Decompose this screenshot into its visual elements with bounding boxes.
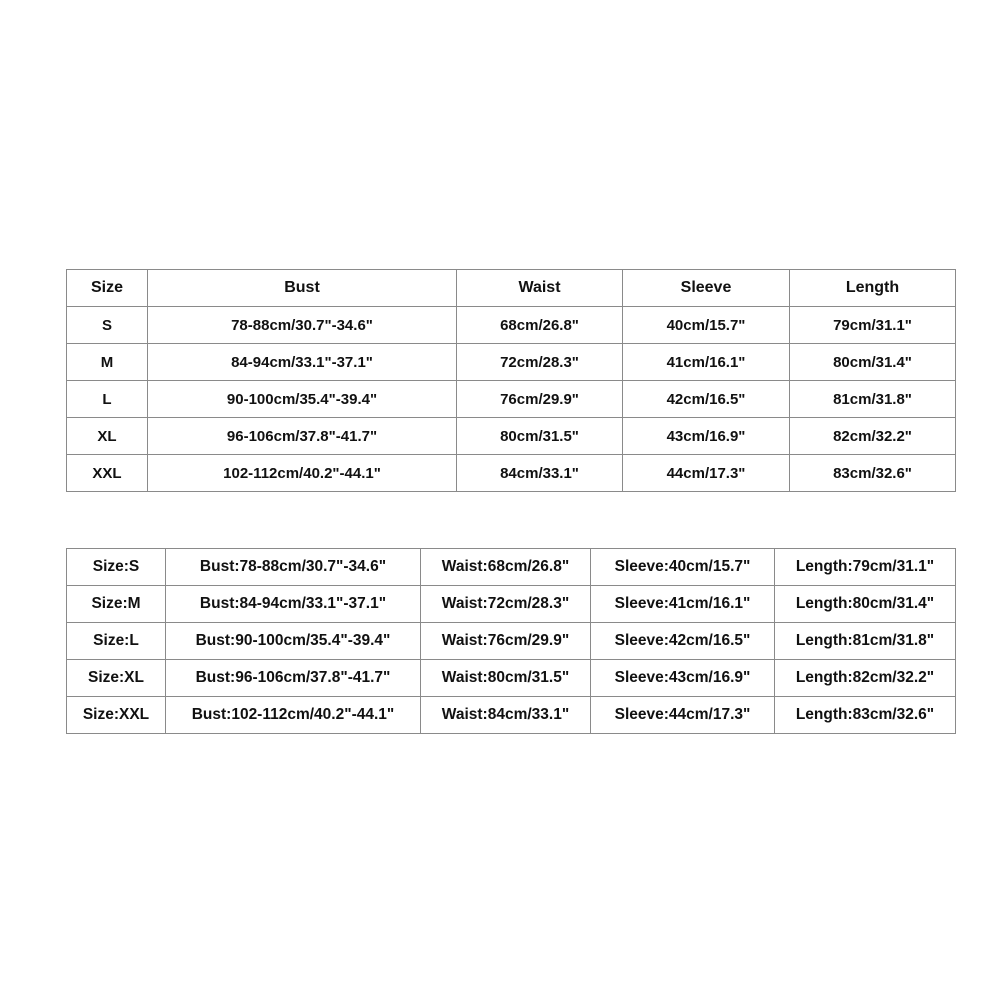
header-bust: Bust [148,270,457,307]
table-row [67,307,956,344]
cell-bust: Bust:78-88cm/30.7"-34.6" [166,549,421,586]
cell-length: Length:81cm/31.8" [775,623,956,660]
header-length: Length [790,270,956,307]
cell-sleeve: 43cm/16.9" [623,418,790,455]
cell-length: 81cm/31.8" [790,381,956,418]
size-chart-table-header-style [66,269,956,492]
cell-length: 83cm/32.6" [790,455,956,492]
cell-sleeve: 44cm/17.3" [623,455,790,492]
cell-length: Length:80cm/31.4" [775,586,956,623]
cell-waist: 84cm/33.1" [457,455,623,492]
cell-bust: Bust:96-106cm/37.8"-41.7" [166,660,421,697]
cell-size: Size:XL [67,660,166,697]
table-row [67,586,956,623]
cell-size: L [67,381,148,418]
table-row [67,381,956,418]
table-row [67,623,956,660]
cell-bust: 102-112cm/40.2"-44.1" [148,455,457,492]
cell-sleeve: 40cm/15.7" [623,307,790,344]
table-row [67,418,956,455]
cell-length: Length:79cm/31.1" [775,549,956,586]
table-row [67,697,956,734]
cell-length: 82cm/32.2" [790,418,956,455]
cell-size: Size:XXL [67,697,166,734]
table-row [67,549,956,586]
cell-waist: 76cm/29.9" [457,381,623,418]
cell-sleeve: 42cm/16.5" [623,381,790,418]
cell-size: Size:S [67,549,166,586]
cell-size: Size:L [67,623,166,660]
cell-length: Length:83cm/32.6" [775,697,956,734]
cell-sleeve: Sleeve:43cm/16.9" [591,660,775,697]
cell-size: S [67,307,148,344]
cell-waist: Waist:72cm/28.3" [421,586,591,623]
table-row [67,344,956,381]
table-row [67,455,956,492]
table-header-row [67,270,956,307]
cell-bust: Bust:102-112cm/40.2"-44.1" [166,697,421,734]
cell-sleeve: Sleeve:44cm/17.3" [591,697,775,734]
cell-waist: 80cm/31.5" [457,418,623,455]
cell-bust: 90-100cm/35.4"-39.4" [148,381,457,418]
size-chart-table-inline-style [66,548,956,734]
header-sleeve: Sleeve [623,270,790,307]
header-size: Size [67,270,148,307]
cell-bust: 84-94cm/33.1"-37.1" [148,344,457,381]
cell-bust: 78-88cm/30.7"-34.6" [148,307,457,344]
cell-sleeve: 41cm/16.1" [623,344,790,381]
cell-length: Length:82cm/32.2" [775,660,956,697]
cell-size: XL [67,418,148,455]
cell-sleeve: Sleeve:40cm/15.7" [591,549,775,586]
cell-sleeve: Sleeve:42cm/16.5" [591,623,775,660]
cell-waist: 72cm/28.3" [457,344,623,381]
table-row [67,660,956,697]
cell-waist: Waist:84cm/33.1" [421,697,591,734]
cell-size: Size:M [67,586,166,623]
cell-waist: Waist:68cm/26.8" [421,549,591,586]
header-waist: Waist [457,270,623,307]
cell-bust: 96-106cm/37.8"-41.7" [148,418,457,455]
cell-waist: Waist:80cm/31.5" [421,660,591,697]
cell-size: M [67,344,148,381]
cell-length: 80cm/31.4" [790,344,956,381]
cell-sleeve: Sleeve:41cm/16.1" [591,586,775,623]
cell-bust: Bust:90-100cm/35.4"-39.4" [166,623,421,660]
cell-bust: Bust:84-94cm/33.1"-37.1" [166,586,421,623]
cell-length: 79cm/31.1" [790,307,956,344]
cell-waist: Waist:76cm/29.9" [421,623,591,660]
cell-waist: 68cm/26.8" [457,307,623,344]
cell-size: XXL [67,455,148,492]
